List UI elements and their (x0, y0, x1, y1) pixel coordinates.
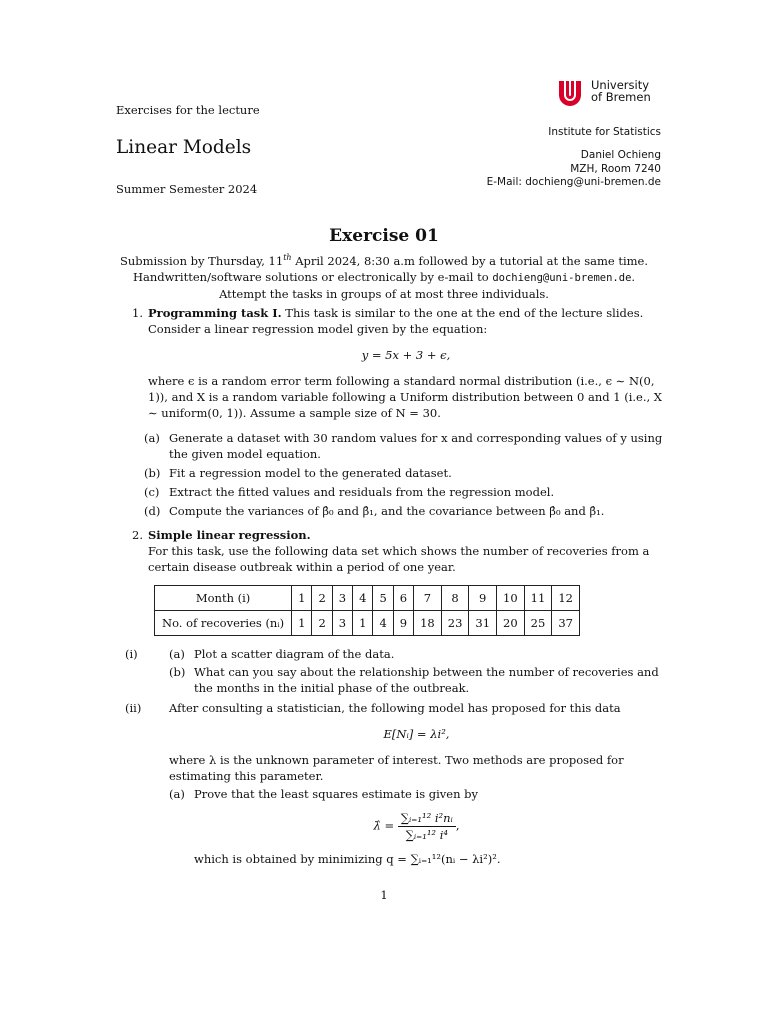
table-cell: 9 (469, 586, 497, 611)
lse-fraction (398, 810, 456, 843)
table-cell: 18 (414, 611, 442, 636)
subtask-label: (a) (169, 787, 185, 801)
lse-numerator: ∑ᵢ₌₁¹² i²nᵢ (398, 810, 456, 827)
table-cell: 1 (292, 611, 312, 636)
submission-email: dochieng@uni-bremen.de (492, 271, 632, 284)
submission-line1-pre: Submission by Thursday, 11 (119, 253, 284, 268)
submission-info (0, 250, 768, 302)
semester: Summer Semester 2024 (116, 182, 258, 196)
table-cell: 31 (469, 611, 497, 636)
subtask-label: (a) (144, 431, 160, 445)
task-1-subtask (116, 484, 664, 500)
submission-line1-post: April 2024, 8:30 a.m followed by a tutorial at the same time. (291, 253, 649, 268)
table-cell: 12 (552, 586, 580, 611)
subtask-text: Plot a scatter diagram of the data. (194, 647, 395, 661)
table-row (155, 611, 580, 636)
university-line2: of Bremen (591, 90, 651, 104)
table-cell: 2 (312, 611, 332, 636)
subtask-text: Prove that the least squares estimate is given by (194, 787, 479, 801)
task-2-heading: Simple linear regression. (148, 528, 311, 542)
table-cell: 2 (312, 586, 332, 611)
university-line1: University (591, 78, 650, 92)
part-i-a (169, 646, 664, 662)
table-cell: 37 (552, 611, 580, 636)
table-cell: 1 (292, 586, 312, 611)
table-cell: 9 (393, 611, 413, 636)
table-cell: 5 (373, 586, 393, 611)
part-i-b (169, 664, 664, 696)
subtask-label: (b) (144, 466, 161, 480)
subtask-text: What can you say about the relationship between the number of recoveries and the months in the initial phase of the outbreak. (194, 665, 659, 695)
table-cell: 11 (524, 586, 552, 611)
subtask-text: Compute the variances of β̂₀ and β̂₁, and the covariance between β̂₀ and β̂₁. (169, 504, 605, 518)
contact-block (487, 149, 661, 190)
task-2 (116, 527, 664, 575)
table-cell: 10 (497, 586, 525, 611)
exercise-title: Exercise 01 (329, 226, 439, 246)
subtask-label: (a) (169, 647, 185, 661)
submission-line2-pre: Handwritten/software solutions or electronically by e-mail to (132, 269, 493, 284)
part-ii-a (169, 786, 664, 802)
table-header-month: Month (i) (155, 586, 292, 611)
task-2-number: 2. (132, 528, 143, 542)
exercise-body (116, 305, 664, 867)
subtask-label: (c) (144, 485, 160, 499)
table-cell: 7 (414, 586, 442, 611)
lse-tail: , (455, 818, 460, 833)
task-1-description: where ϵ is a random error term following a standard normal distribution (i.e., ϵ ∼ N(0, 1)), and X is a random variable following a Uniform distribution between 0 and 1 (i.e., X ∼ uniform(0, 1)). Assume a sample size of N = 30. (148, 374, 662, 420)
table-cell: 23 (441, 611, 469, 636)
part-ii-label: (ii) (125, 701, 142, 715)
task-2-intro: For this task, use the following data set which shows the number of recoveries from a certain disease outbreak within a period of one year. (148, 544, 650, 574)
course-title: Linear Models (116, 137, 252, 158)
table-row (155, 586, 580, 611)
institute-name: Institute for Statistics (548, 126, 661, 138)
part-ii-intro: After consulting a statistician, the following model has proposed for this data (169, 701, 621, 715)
task-1-heading: Programming task I. (148, 306, 282, 320)
table-cell: 25 (524, 611, 552, 636)
task-1-subtask (116, 465, 664, 481)
subtask-text: Extract the fitted values and residuals from the regression model. (169, 485, 555, 499)
subtask-text: Fit a regression model to the generated dataset. (169, 466, 452, 480)
task-1-subtask (116, 430, 664, 462)
contact-name: Daniel Ochieng (580, 149, 661, 161)
lse-formula (169, 810, 664, 843)
contact-room: MZH, Room 7240 (570, 162, 661, 175)
page-number: 1 (380, 888, 388, 902)
task-1-equation: y = 5x + 3 + ϵ, (361, 348, 451, 362)
table-cell: 3 (332, 611, 352, 636)
university-wordmark (591, 79, 651, 103)
task-1 (116, 305, 664, 421)
table-cell: 6 (393, 586, 413, 611)
lse-lhs: λ̂ = (373, 818, 395, 833)
part-i-label: (i) (125, 647, 138, 661)
submission-line2-post: . (631, 269, 636, 284)
submission-line3: Attempt the tasks in groups of at most three individuals. (219, 286, 549, 301)
task-1-intro: This task is similar to the one at the end of the lecture slides. Consider a linear regression model given by the equation: (148, 306, 644, 336)
table-cell: 8 (441, 586, 469, 611)
contact-email: E-Mail: dochieng@uni-bremen.de (486, 176, 661, 188)
table-cell: 20 (497, 611, 525, 636)
task-1-number: 1. (132, 306, 143, 320)
table-cell: 3 (332, 586, 352, 611)
table-header-recoveries: No. of recoveries (nᵢ) (155, 611, 292, 636)
task-1-subtask (116, 503, 664, 519)
submission-line1-sup: th (283, 253, 292, 262)
minimizing-text: which is obtained by minimizing q = ∑ᵢ₌₁¹²(nᵢ − λi²)². (194, 852, 501, 866)
table-cell: 4 (353, 586, 373, 611)
part-i (116, 646, 664, 696)
part-ii-description: where λ is the unknown parameter of interest. Two methods are proposed for estimating this parameter. (169, 753, 624, 783)
model-equation: E[Nᵢ] = λi², (383, 727, 450, 741)
subtask-label: (b) (169, 665, 186, 679)
table-cell: 4 (373, 611, 393, 636)
subtask-text: Generate a dataset with 30 random values for x and corresponding values of y using the given model equation. (169, 431, 663, 461)
table-cell: 1 (353, 611, 373, 636)
lecture-intro: Exercises for the lecture (116, 103, 260, 117)
recoveries-table (154, 585, 580, 636)
part-ii (116, 700, 664, 867)
subtask-label: (d) (144, 504, 161, 518)
lse-denominator: ∑ᵢ₌₁¹² i⁴ (405, 828, 448, 842)
